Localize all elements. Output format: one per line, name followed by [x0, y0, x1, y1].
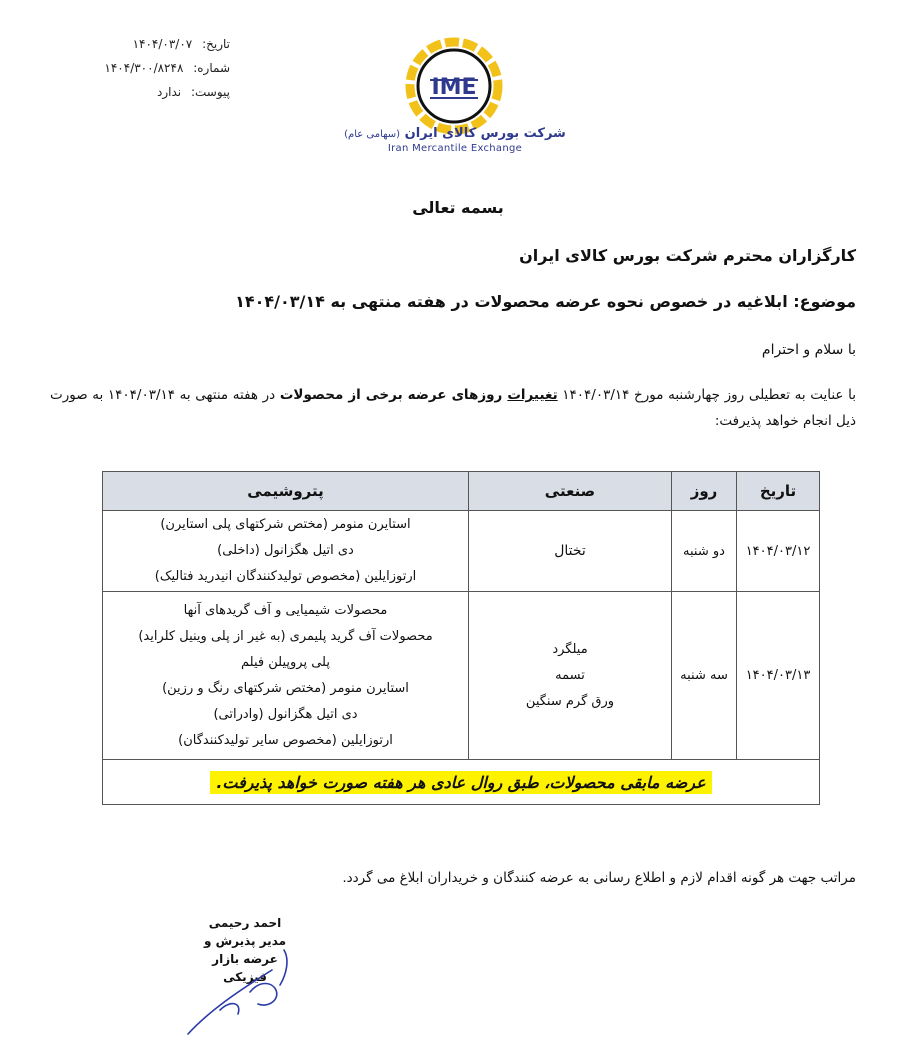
closing-paragraph: مراتب جهت هر گونه اقدام لازم و اطلاع رسانی به عرضه کنندگان و خریداران ابلاغ می گردد.: [342, 870, 856, 886]
petro-item: دی اتیل هگزانول (وادراتی): [213, 706, 358, 722]
petro-item: استایرن منومر (مختص شرکتهای رنگ و رزین): [162, 680, 409, 696]
header-date: تاریخ: [737, 472, 820, 511]
signatory-title-2: عرضه بازار فیزیکی: [212, 952, 278, 984]
cell-day: سه شنبه: [672, 592, 737, 760]
meta-number-label: شماره:: [193, 61, 230, 75]
brand-name-suffix: (سهامی عام): [344, 129, 401, 140]
signatory-name: احمد رحیمی: [208, 916, 282, 930]
brand-name-en: Iran Mercantile Exchange: [387, 143, 523, 154]
footer-cell: [103, 760, 820, 805]
cell-date: ۱۴۰۴/۰۳/۱۲: [737, 511, 820, 592]
handwritten-signature-icon: [180, 930, 300, 1040]
table-footer-row: [103, 760, 820, 805]
meta-attachment-label: پیوست:: [190, 85, 230, 99]
para-bold: روزهای عرضه برخی از محصولات: [279, 387, 508, 403]
brand-block: [330, 126, 580, 154]
brand-name-fa: شرکت بورس کالای ایران: [404, 126, 566, 141]
petro-item: ارتوزایلین (مخصوص سایر تولیدکنندگان): [178, 732, 393, 748]
meta-date-value: ۱۴۰۴/۰۳/۰۷: [132, 37, 193, 51]
cell-industrial: [469, 511, 672, 592]
petro-item: محصولات شیمیایی و آف گریدهای آنها: [183, 602, 388, 618]
petro-item: دی اتیل هگزانول (داخلی): [217, 543, 354, 558]
petro-item: استایرن منومر (مختص شرکتهای پلی استایرن): [160, 517, 411, 532]
meta-attachment-value: ندارد: [157, 85, 182, 99]
industrial-item: ورق گرم سنگین: [525, 693, 615, 709]
industrial-item: تختال: [554, 543, 586, 559]
table-header-row: [103, 472, 820, 511]
table-row: [103, 511, 820, 592]
table-row: [103, 592, 820, 760]
body-paragraph: [50, 382, 856, 434]
cell-petrochemical: [103, 511, 469, 592]
meta-date-row: [60, 32, 230, 56]
logo-text: IME: [431, 75, 477, 100]
bismillah: بسمه تعالی: [412, 198, 504, 217]
header-petrochemical: پتروشیمی: [103, 472, 469, 511]
para-underlined: تغییرات: [507, 387, 558, 403]
letter-meta: [60, 32, 230, 104]
meta-number-row: [60, 56, 230, 80]
recipient: کارگزاران محترم شرکت بورس کالای ایران: [519, 246, 856, 265]
footer-note: عرضه مابقی محصولات، طبق روال عادی هر هفته صورت خواهد پذیرفت.: [210, 771, 711, 794]
petro-item: محصولات آف گرید پلیمری (به غیر از پلی وینیل کلراید): [138, 628, 433, 644]
para-part2: در هفته منتهی به ۱۴۰۴/۰۳/۱۴ به صورت ذیل انجام خواهد پذیرفت:: [50, 387, 856, 429]
schedule-table: [102, 471, 820, 805]
meta-date-label: تاریخ:: [202, 37, 230, 51]
petro-item: پلی پروپیلن فیلم: [241, 654, 330, 670]
greeting: با سلام و احترام: [761, 342, 856, 358]
cell-date: ۱۴۰۴/۰۳/۱۳: [737, 592, 820, 760]
signatory-title-1: مدیر پذیرش و: [203, 934, 287, 948]
para-part1: با عنایت به تعطیلی روز چهارشنبه مورخ ۱۴۰۴/۰۳/۱۴: [557, 387, 856, 403]
header-day: روز: [672, 472, 737, 511]
industrial-item: میلگرد: [552, 641, 588, 657]
industrial-item: تسمه: [555, 667, 585, 683]
petro-item: ارتوزایلین (مخصوص تولیدکنندگان انیدرید فتالیک): [154, 569, 417, 584]
subject-line: موضوع: ابلاغیه در خصوص نحوه عرضه محصولات در هفته منتهی به ۱۴۰۴/۰۳/۱۴: [235, 292, 856, 311]
meta-attachment-row: [60, 80, 230, 104]
meta-number-value: ۱۴۰۴/۳۰۰/۸۲۴۸: [104, 61, 184, 75]
cell-petrochemical: [103, 592, 469, 760]
cell-industrial: [469, 592, 672, 760]
header-industrial: صنعتی: [469, 472, 672, 511]
cell-day: دو شنبه: [672, 511, 737, 592]
